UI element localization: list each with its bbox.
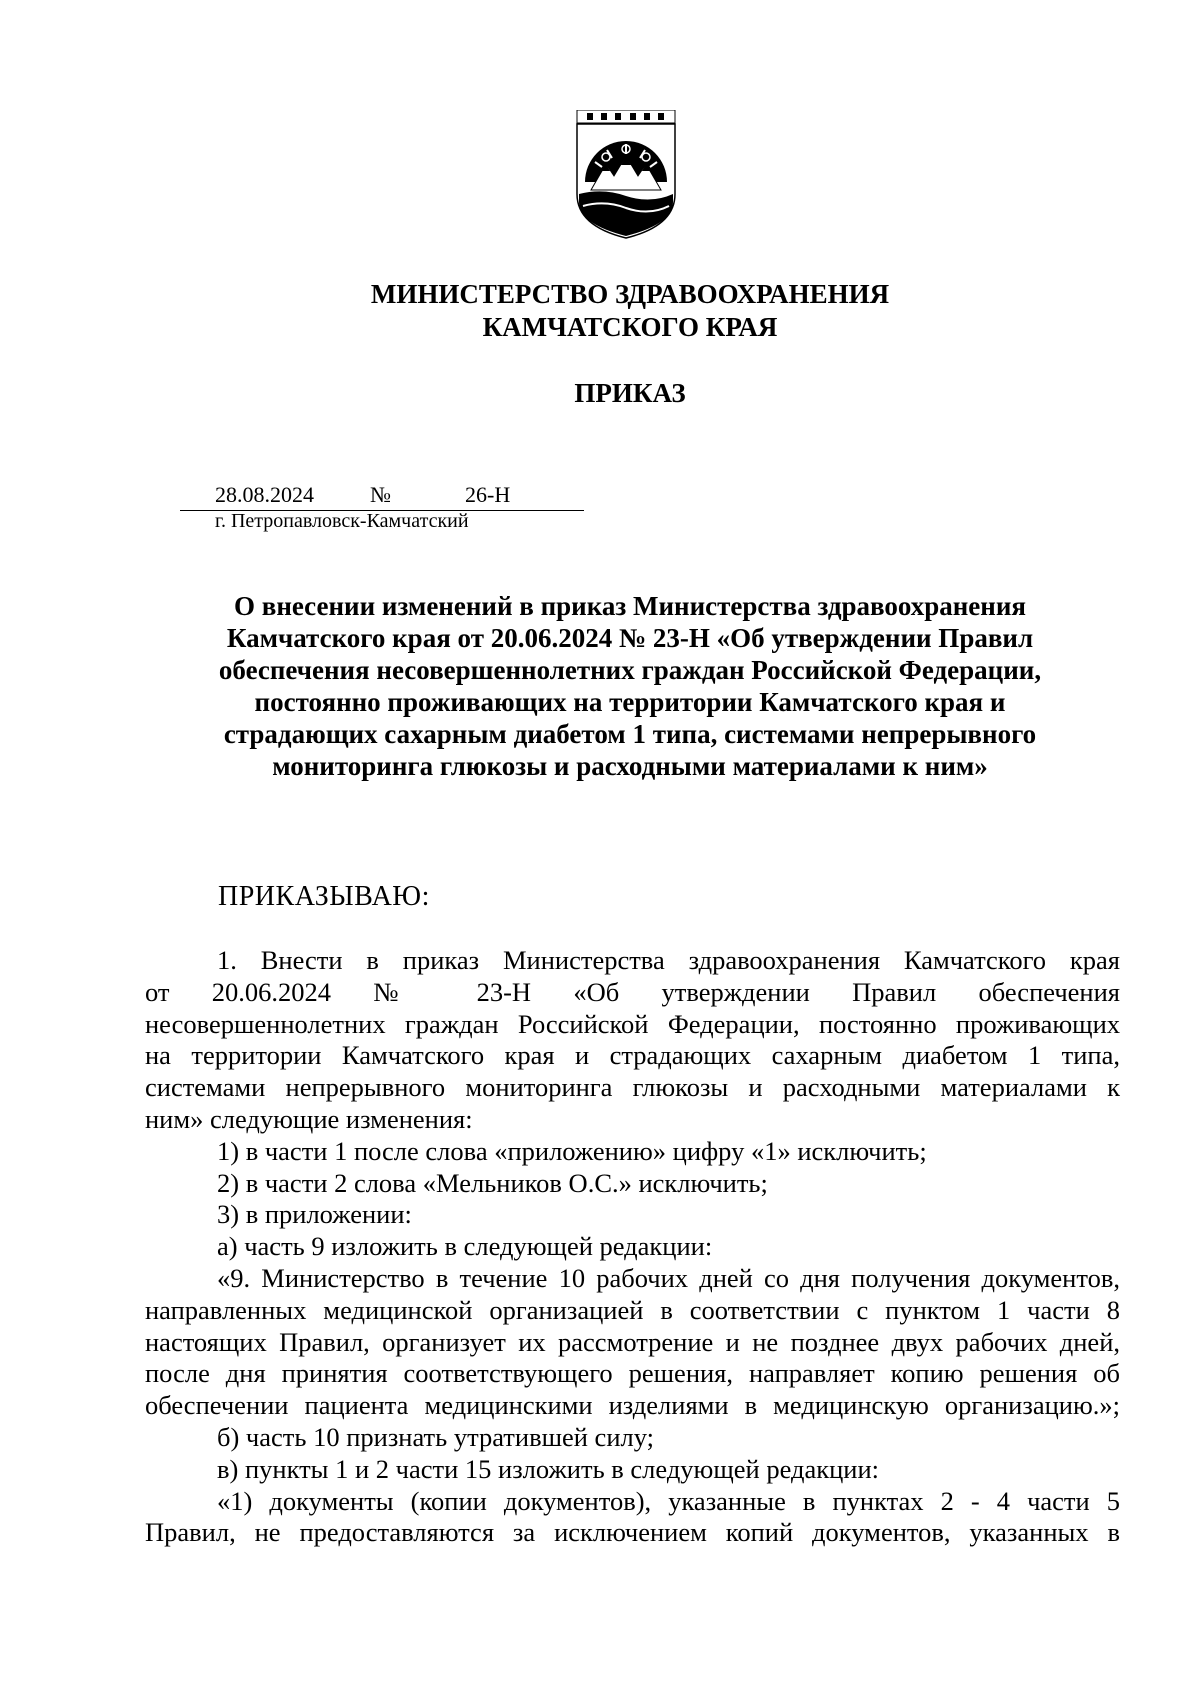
- registration-line: [180, 480, 584, 511]
- order-subject: [145, 590, 1115, 782]
- order-directive: ПРИКАЗЫВАЮ:: [218, 881, 430, 912]
- body-line: «9. Министерство в течение 10 рабочих дней со дня получения документов,: [217, 1262, 1120, 1293]
- body-line: на территории Камчатского края и страдающих сахарным диабетом 1 типа,: [145, 1040, 1120, 1071]
- body-line: «1) документы (копии документов), указанные в пунктах 2 - 4 части 5: [217, 1485, 1120, 1516]
- ministry-line-2: КАМЧАТСКОГО КРАЯ: [482, 312, 778, 342]
- number-sign: №: [370, 482, 391, 507]
- ministry-name: [0, 278, 1200, 344]
- body-line: 1) в части 1 после слова «приложению» цифру «1» исключить;: [217, 1135, 927, 1166]
- body-line: направленных медицинской организацией в соответствии с пунктом 1 части 8: [145, 1294, 1120, 1325]
- body-line: Правил, не предоставляются за исключением копий документов, указанных в: [145, 1517, 1120, 1548]
- order-number: 26-Н: [465, 482, 511, 507]
- city: г. Петропавловск-Камчатский: [215, 510, 469, 532]
- body-line: после дня принятия соответствующего решения, направляет копию решения об: [145, 1358, 1120, 1389]
- body-line: 1. Внести в приказ Министерства здравоохранения Камчатского края: [217, 945, 1120, 975]
- subject-line: страдающих сахарным диабетом 1 типа, системами непрерывного: [223, 719, 1037, 749]
- subject-line: обеспечения несовершеннолетних граждан Российской Федерации,: [218, 655, 1042, 685]
- body-line: ним» следующие изменения:: [145, 1103, 473, 1134]
- order-date: 28.08.2024: [215, 482, 314, 507]
- body-line: от 20.06.2024 № 23-Н «Об утверждении Правил обеспечения: [145, 976, 1120, 1007]
- body-line: 3) в приложении:: [217, 1199, 412, 1230]
- subject-line: Камчатского края от 20.06.2024 № 23-Н «Об утверждении Правил: [226, 623, 1034, 653]
- subject-line: постоянно проживающих на территории Камчатского края и: [254, 687, 1006, 717]
- body-line: обеспечении пациента медицинскими изделиями в медицинскую организацию.»;: [145, 1390, 1120, 1421]
- ministry-line-1: МИНИСТЕРСТВО ЗДРАВООХРАНЕНИЯ: [370, 279, 890, 309]
- body-line: несовершеннолетних граждан Российской Федерации, постоянно проживающих: [145, 1008, 1120, 1039]
- body-line: настоящих Правил, организует их рассмотрение и не позднее двух рабочих дней,: [145, 1326, 1120, 1357]
- body-line: б) часть 10 признать утратившей силу;: [217, 1421, 654, 1452]
- order-body: [145, 945, 1120, 1549]
- body-line: системами непрерывного мониторинга глюкозы и расходными материалами к: [145, 1072, 1120, 1103]
- subject-line: мониторинга глюкозы и расходными материалами к ним»: [272, 751, 988, 781]
- body-line: а) часть 9 изложить в следующей редакции:: [217, 1231, 713, 1262]
- body-line: в) пункты 1 и 2 части 15 изложить в следующей редакции:: [217, 1453, 880, 1484]
- body-line: 2) в части 2 слова «Мельников О.С.» исключить;: [217, 1167, 768, 1198]
- subject-line: О внесении изменений в приказ Министерства здравоохранения: [233, 591, 1026, 621]
- kamchatka-coat-of-arms-icon: [573, 110, 679, 240]
- document-type: ПРИКАЗ: [574, 378, 686, 408]
